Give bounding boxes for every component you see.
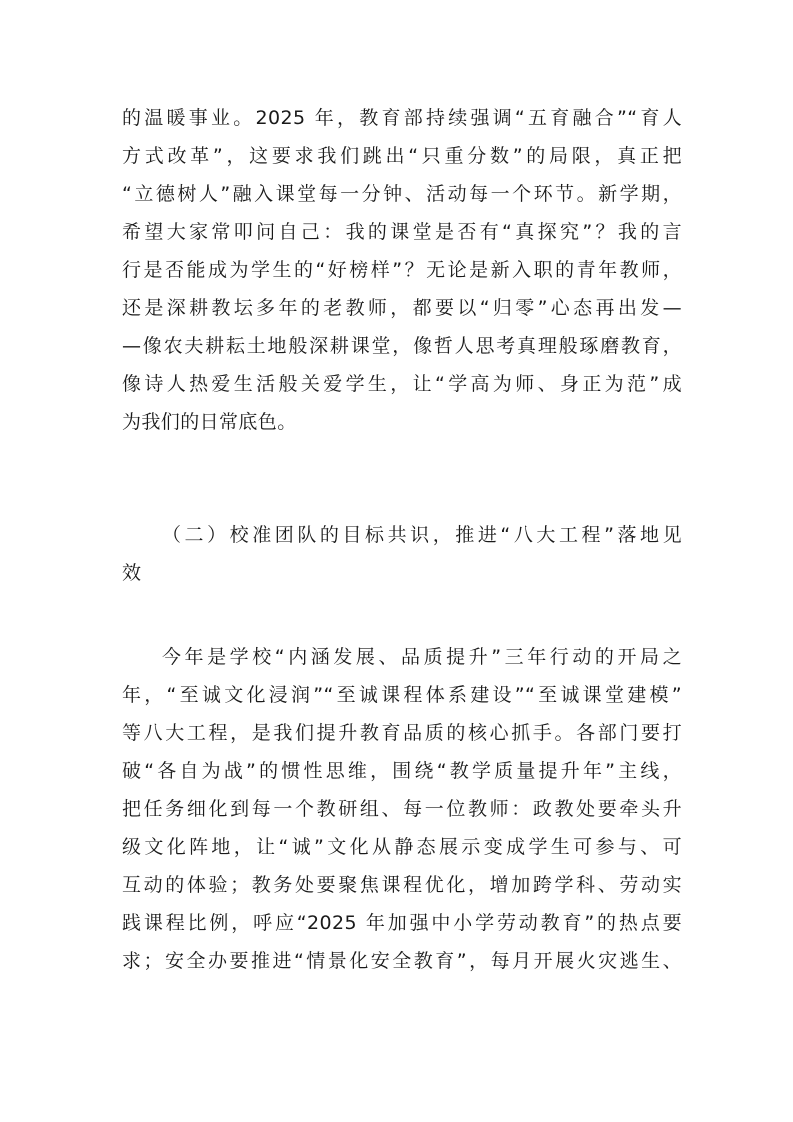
paragraph-1-line-2: 方式改革”，这要求我们跳出“只重分数”的局限，真正把: [122, 145, 682, 167]
paragraph-2-line-5: 把任务细化到每一个教研组、每一位教师：政教处要牵头升: [122, 798, 682, 820]
paragraph-2-line-7: 互动的体验；教务处要聚焦课程优化，增加跨学科、劳动实: [122, 874, 682, 896]
paragraph-1-line-9: 为我们的日常底色。: [122, 411, 297, 433]
paragraph-2-line-4: 破“各自为战”的惯性思维，围绕“教学质量提升年”主线，: [122, 760, 682, 782]
paragraph-2-line-1: 今年是学校“内涵发展、品质提升”三年行动的开局之: [162, 646, 682, 668]
section-heading-2-line-2: 效: [122, 562, 142, 584]
paragraph-2-line-2: 年，“至诚文化浸润”“至诚课程体系建设”“至诚课堂建模”: [122, 684, 682, 706]
paragraph-1-line-6: 还是深耕教坛多年的老教师，都要以“归零”心态再出发—: [122, 297, 682, 319]
paragraph-1-line-8: 像诗人热爱生活般关爱学生，让“学高为师、身正为范”成: [122, 373, 682, 395]
paragraph-1-line-4: 希望大家常叩问自己：我的课堂是否有“真探究”？我的言: [122, 221, 682, 243]
paragraph-1-line-5: 行是否能成为学生的“好榜样”？无论是新入职的青年教师，: [122, 259, 682, 281]
paragraph-2-line-3: 等八大工程，是我们提升教育品质的核心抓手。各部门要打: [122, 722, 682, 744]
paragraph-2-line-6: 级文化阵地，让“诚”文化从静态展示变成学生可参与、可: [122, 836, 682, 858]
paragraph-1-line-3: “立德树人”融入课堂每一分钟、活动每一个环节。新学期，: [122, 183, 682, 205]
paragraph-2-line-8: 践课程比例，呼应“2025 年加强中小学劳动教育”的热点要: [122, 912, 682, 934]
paragraph-1-line-7: —像农夫耕耘土地般深耕课堂，像哲人思考真理般琢磨教育，: [122, 335, 682, 357]
section-heading-2-line-1: （二）校准团队的目标共识，推进“八大工程”落地见: [162, 524, 682, 546]
paragraph-2-line-9: 求；安全办要推进“情景化安全教育”，每月开展火灾逃生、: [122, 950, 682, 972]
paragraph-1-line-1: 的温暖事业。2025 年，教育部持续强调“五育融合”“育人: [122, 107, 682, 129]
